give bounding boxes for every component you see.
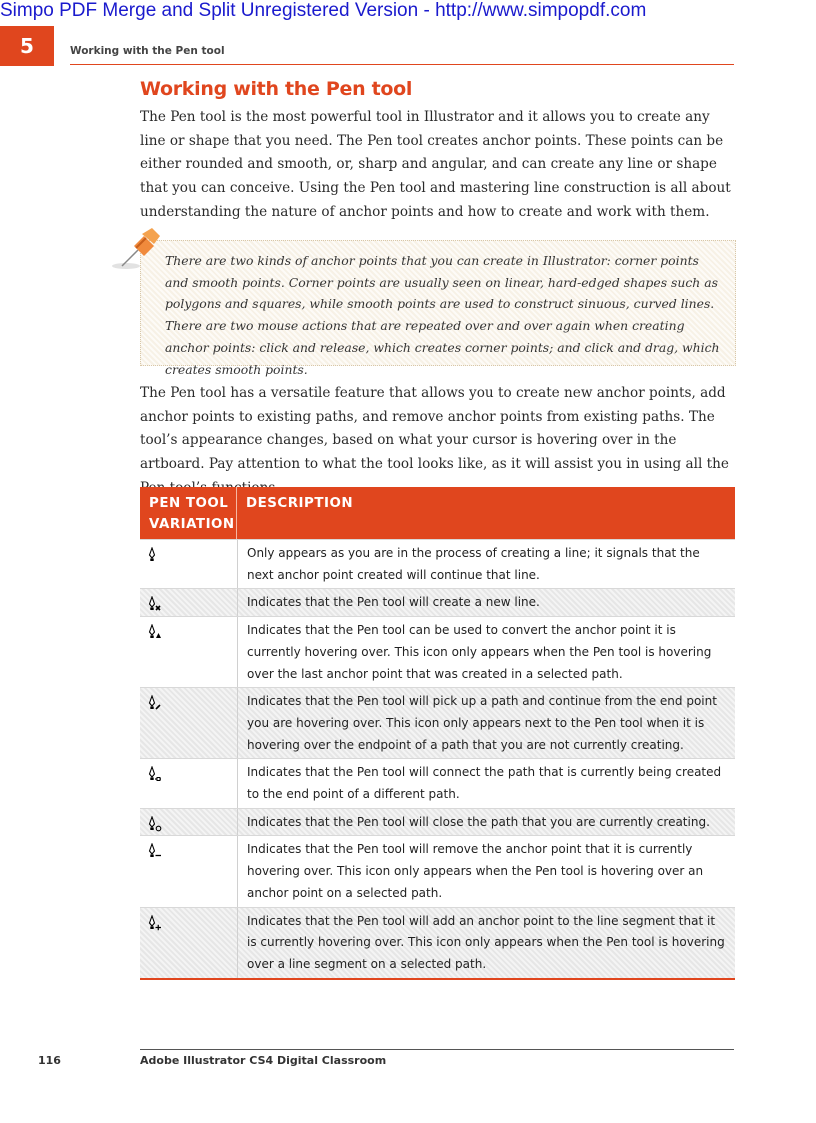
- features-paragraph: The Pen tool has a versatile feature that allows you to create new anchor points, add anchor points to existing paths, and remove anchor points from existing paths. The tool’s appearance changes, based on what your cursor is hovering over in the artboard. Pay attention to what the tool looks like, as it will assist you in using all the: [140, 385, 729, 473]
- book-title: Adobe Illustrator CS4 Digital Classroom: [140, 1054, 387, 1067]
- pen-add-anchor-icon: [147, 915, 163, 931]
- row-description: Indicates that the Pen tool will remove the anchor point that it is currently hovering over. This icon only appears when the Pen tool is hovering over an anchor point on a selected path.: [247, 842, 704, 900]
- pushpin-icon: [112, 226, 164, 276]
- table-row: [140, 808, 735, 836]
- row-description: Indicates that the Pen tool will pick up a path and continue from the end point you are hovering over. This icon only appears next to the Pen tool when it is hovering over the endpoint of a path that you are not currently creating.: [247, 694, 717, 752]
- pen-continue-icon: [147, 547, 161, 563]
- row-description: Only appears as you are in the process of creating a line; it signals that the next anchor point created will continue that line.: [247, 546, 700, 582]
- table-row: [140, 539, 735, 588]
- page-number: 116: [38, 1054, 61, 1067]
- tip-box: [140, 240, 736, 377]
- pen-convert-icon: [147, 624, 163, 640]
- table-row: [140, 588, 735, 616]
- column-header-variation: PEN TOOL VARIATION: [140, 487, 237, 539]
- table-row: [140, 616, 735, 687]
- table-row: [140, 758, 735, 807]
- pen-pickup-icon: [147, 695, 163, 711]
- row-description: Indicates that the Pen tool will close the path that you are currently creating.: [247, 814, 710, 829]
- row-description: Indicates that the Pen tool will add an anchor point to the line segment that it is currently hovering over. This icon only appears when the Pen tool is hovering over a line segment on a selected path.: [247, 913, 725, 971]
- header-rule: [70, 64, 734, 65]
- intro-paragraph: The Pen tool is the most powerful tool in Illustrator and it allows you to create any line or shape that you need. The Pen tool creates anchor points. These points can be either rounded and smooth, or, sharp and angular, and can create any line or shape that you can conceive. Using the Pen tool and mastering line construction is all about understanding the nature of anchor points and how to create and work with them.: [140, 109, 731, 220]
- chapter-number-tab: 5: [0, 26, 54, 66]
- table-row: [140, 907, 735, 978]
- pen-variation-table: [140, 487, 735, 980]
- pen-new-path-icon: [147, 596, 163, 612]
- pen-connect-icon: [147, 766, 163, 782]
- watermark-text: Simpo PDF Merge and Split Unregistered Version - http://www.simpopdf.com: [0, 0, 647, 21]
- footer-rule: [140, 1049, 734, 1050]
- section-title: Working with the Pen tool: [140, 78, 413, 100]
- tip-text: There are two kinds of anchor points that you can create in Illustrator: corner points and smooth points. Corner points are usually seen on linear, hard-edged shapes such as polygons and squares, while smooth points are used to construct sinuous, curved lines. There are two mouse actions that are repeated over and over again when creating anchor points: click and release, which creates corner points; and click and drag, which creates smooth points.: [165, 253, 720, 377]
- table-row: [140, 835, 735, 906]
- running-head: Working with the Pen tool: [70, 45, 225, 57]
- column-header-description: DESCRIPTION: [246, 496, 354, 511]
- pen-delete-anchor-icon: [147, 843, 163, 859]
- table-row: [140, 687, 735, 758]
- pen-close-icon: [147, 816, 163, 832]
- row-description: Indicates that the Pen tool will create a new line.: [247, 595, 540, 610]
- row-description: Indicates that the Pen tool can be used to convert the anchor point it is currently hovering over. This icon only appears when the Pen tool is hovering over the last anchor point that was created in a selected path.: [247, 623, 712, 681]
- row-description: Indicates that the Pen tool will connect the path that is currently being created to the end point of a different path.: [247, 765, 722, 802]
- table-header-row: [140, 487, 735, 539]
